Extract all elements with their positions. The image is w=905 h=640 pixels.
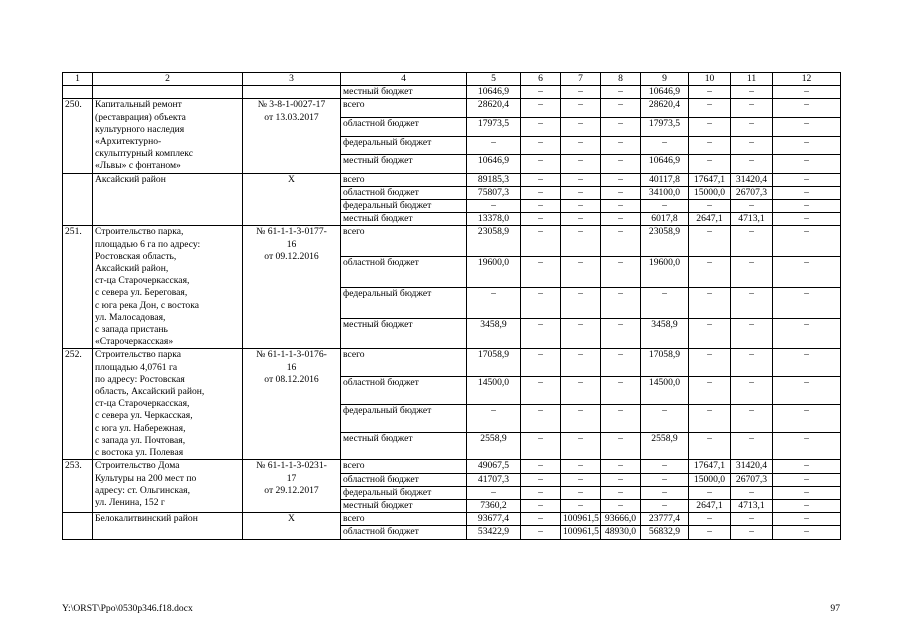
column-header: 2 [93, 73, 243, 86]
value-cell: – [773, 136, 841, 155]
value-cell: – [521, 473, 561, 486]
value-cell: – [561, 499, 601, 512]
value-cell: – [689, 257, 731, 288]
value-cell: – [773, 499, 841, 512]
value-cell: – [731, 287, 773, 318]
column-header: 5 [467, 73, 521, 86]
value-cell: – [521, 318, 561, 349]
value-cell: – [561, 99, 601, 118]
document-ref: № 3-8-1-0027-17 от 13.03.2017 [243, 99, 341, 173]
value-cell: – [521, 226, 561, 257]
value-cell: 26707,3 [731, 473, 773, 486]
value-cell: – [731, 200, 773, 213]
funding-source: всего [341, 99, 467, 118]
funding-source: всего [341, 513, 467, 526]
funding-source: федеральный бюджет [341, 287, 467, 318]
value-cell: 48930,0 [601, 526, 641, 539]
funding-source: областной бюджет [341, 117, 467, 136]
value-cell: 19600,0 [467, 257, 521, 288]
value-cell: 28620,4 [467, 99, 521, 118]
value-cell: – [601, 186, 641, 199]
value-cell: – [731, 155, 773, 174]
value-cell: – [773, 460, 841, 473]
page-number: 97 [830, 603, 840, 614]
object-name: Строительство парка площадью 4,0761 га по адресу: Ростовская область, Аксайский район, ст-ца Старочеркасская, с севера ул. Черкасская, с юга ул. Набережная, с запада ул. Почтовая, с востока ул. Полевая [93, 349, 243, 460]
value-cell: – [773, 173, 841, 186]
value-cell: – [601, 349, 641, 377]
value-cell: 31420,4 [731, 173, 773, 186]
value-cell: 7360,2 [467, 499, 521, 512]
value-cell: – [689, 513, 731, 526]
value-cell: 17058,9 [641, 349, 689, 377]
value-cell: – [641, 404, 689, 432]
value-cell: – [521, 186, 561, 199]
value-cell: – [561, 349, 601, 377]
value-cell: – [521, 257, 561, 288]
table-row [63, 86, 841, 99]
value-cell: 41707,3 [467, 473, 521, 486]
value-cell: 31420,4 [731, 460, 773, 473]
value-cell: – [521, 173, 561, 186]
value-cell: – [689, 155, 731, 174]
value-cell: 23058,9 [467, 226, 521, 257]
column-header: 6 [521, 73, 561, 86]
footer-file-path: Y:\ORST\Ppo\0530p346.f18.docx [62, 603, 193, 614]
object-name: Белокалитвинский район [93, 513, 243, 539]
value-cell: 2647,1 [689, 213, 731, 226]
value-cell: – [601, 86, 641, 99]
value-cell: – [641, 473, 689, 486]
value-cell: – [773, 257, 841, 288]
funding-source: местный бюджет [341, 86, 467, 99]
value-cell: – [641, 136, 689, 155]
table-row [63, 460, 841, 473]
value-cell: – [773, 486, 841, 499]
value-cell: – [561, 173, 601, 186]
value-cell: – [561, 404, 601, 432]
funding-source: местный бюджет [341, 155, 467, 174]
value-cell: – [773, 473, 841, 486]
value-cell: 89185,3 [467, 173, 521, 186]
funding-source: федеральный бюджет [341, 486, 467, 499]
value-cell: – [601, 460, 641, 473]
value-cell: – [731, 99, 773, 118]
budget-table [62, 72, 841, 540]
funding-source: местный бюджет [341, 213, 467, 226]
funding-source: областной бюджет [341, 186, 467, 199]
value-cell: – [467, 404, 521, 432]
value-cell: – [561, 257, 601, 288]
value-cell: 17973,5 [641, 117, 689, 136]
document-ref: № 61-1-1-3-0177- 16 от 09.12.2016 [243, 226, 341, 349]
value-cell: 10646,9 [467, 86, 521, 99]
value-cell: – [773, 213, 841, 226]
value-cell: 56832,9 [641, 526, 689, 539]
value-cell: – [521, 432, 561, 460]
value-cell: – [601, 213, 641, 226]
value-cell: – [521, 155, 561, 174]
value-cell: – [689, 99, 731, 118]
funding-source: областной бюджет [341, 377, 467, 405]
value-cell: – [731, 257, 773, 288]
value-cell: – [689, 226, 731, 257]
value-cell: – [521, 526, 561, 539]
value-cell: – [521, 460, 561, 473]
column-header: 10 [689, 73, 731, 86]
value-cell: – [561, 432, 601, 460]
value-cell: – [731, 526, 773, 539]
value-cell: – [773, 287, 841, 318]
value-cell: – [689, 526, 731, 539]
value-cell: 26707,3 [731, 186, 773, 199]
value-cell: 17058,9 [467, 349, 521, 377]
value-cell: – [601, 200, 641, 213]
value-cell: 10646,9 [467, 155, 521, 174]
item-number: 251. [63, 226, 93, 349]
value-cell: – [689, 117, 731, 136]
item-number [63, 173, 93, 226]
value-cell: 17647,1 [689, 460, 731, 473]
value-cell: – [561, 86, 601, 99]
funding-source: областной бюджет [341, 473, 467, 486]
value-cell: – [731, 432, 773, 460]
value-cell: 15000,0 [689, 473, 731, 486]
funding-source: федеральный бюджет [341, 200, 467, 213]
value-cell: 13378,0 [467, 213, 521, 226]
funding-source: местный бюджет [341, 318, 467, 349]
value-cell: 4713,1 [731, 499, 773, 512]
value-cell: – [773, 349, 841, 377]
object-name: Строительство Дома Культуры на 200 мест по адресу: ст. Ольгинская, ул. Ленина, 152 г [93, 460, 243, 513]
value-cell: – [601, 287, 641, 318]
value-cell: 15000,0 [689, 186, 731, 199]
funding-source: федеральный бюджет [341, 404, 467, 432]
value-cell: – [521, 499, 561, 512]
value-cell: 23777,4 [641, 513, 689, 526]
value-cell: 10646,9 [641, 155, 689, 174]
value-cell: – [467, 200, 521, 213]
value-cell: – [773, 155, 841, 174]
funding-source: областной бюджет [341, 257, 467, 288]
value-cell: – [731, 404, 773, 432]
value-cell: – [467, 287, 521, 318]
value-cell: – [601, 318, 641, 349]
value-cell: 2558,9 [467, 432, 521, 460]
funding-source: всего [341, 460, 467, 473]
value-cell: – [561, 117, 601, 136]
value-cell: – [731, 513, 773, 526]
value-cell: 75807,3 [467, 186, 521, 199]
value-cell: – [689, 349, 731, 377]
value-cell: 40117,8 [641, 173, 689, 186]
column-header: 12 [773, 73, 841, 86]
header-row [63, 73, 841, 86]
value-cell: – [641, 287, 689, 318]
value-cell: – [773, 377, 841, 405]
value-cell: 93666,0 [601, 513, 641, 526]
value-cell: 53422,9 [467, 526, 521, 539]
value-cell: – [641, 486, 689, 499]
value-cell: – [467, 136, 521, 155]
value-cell: – [689, 486, 731, 499]
value-cell: – [561, 486, 601, 499]
value-cell: 2558,9 [641, 432, 689, 460]
funding-source: местный бюджет [341, 499, 467, 512]
column-header: 11 [731, 73, 773, 86]
item-number: 253. [63, 460, 93, 513]
value-cell: – [561, 318, 601, 349]
value-cell: – [561, 473, 601, 486]
value-cell: – [773, 117, 841, 136]
object-name: Капитальный ремонт (реставрация) объекта культурного наследия «Архитектурно- скульптурный комплекс «Львы» с фонтаном» [93, 99, 243, 173]
value-cell: 34100,0 [641, 186, 689, 199]
value-cell: – [773, 99, 841, 118]
value-cell: – [601, 499, 641, 512]
value-cell: – [731, 86, 773, 99]
value-cell: – [561, 155, 601, 174]
value-cell: – [601, 257, 641, 288]
value-cell: – [467, 486, 521, 499]
item-number [63, 86, 93, 99]
value-cell: – [773, 200, 841, 213]
value-cell: – [561, 213, 601, 226]
value-cell: 6017,8 [641, 213, 689, 226]
funding-source: местный бюджет [341, 432, 467, 460]
value-cell: – [689, 404, 731, 432]
value-cell: – [601, 99, 641, 118]
document-ref: Х [243, 173, 341, 226]
table-row [63, 226, 841, 257]
value-cell: – [521, 404, 561, 432]
value-cell: – [689, 318, 731, 349]
column-header: 1 [63, 73, 93, 86]
table-row [63, 173, 841, 186]
value-cell: – [521, 136, 561, 155]
document-ref: Х [243, 513, 341, 539]
value-cell: – [773, 404, 841, 432]
value-cell: – [731, 136, 773, 155]
value-cell: – [601, 155, 641, 174]
value-cell: 10646,9 [641, 86, 689, 99]
funding-source: областной бюджет [341, 526, 467, 539]
value-cell: – [689, 200, 731, 213]
column-header: 3 [243, 73, 341, 86]
value-cell: – [601, 377, 641, 405]
document-ref: № 61-1-1-3-0176- 16 от 08.12.2016 [243, 349, 341, 460]
document-ref: № 61-1-1-3-0231- 17 от 29.12.2017 [243, 460, 341, 513]
document-ref [243, 86, 341, 99]
value-cell: – [601, 432, 641, 460]
value-cell: – [521, 513, 561, 526]
value-cell: – [601, 117, 641, 136]
value-cell: – [561, 226, 601, 257]
value-cell: 49067,5 [467, 460, 521, 473]
value-cell: – [521, 213, 561, 226]
value-cell: – [561, 377, 601, 405]
value-cell: – [521, 486, 561, 499]
value-cell: – [731, 377, 773, 405]
value-cell: – [521, 377, 561, 405]
value-cell: – [731, 318, 773, 349]
value-cell: – [731, 349, 773, 377]
value-cell: – [773, 318, 841, 349]
value-cell: – [641, 200, 689, 213]
value-cell: – [689, 136, 731, 155]
table-row [63, 99, 841, 118]
value-cell: 17647,1 [689, 173, 731, 186]
value-cell: 23058,9 [641, 226, 689, 257]
object-name: Аксайский район [93, 173, 243, 226]
value-cell: – [731, 486, 773, 499]
object-name [93, 86, 243, 99]
value-cell: – [521, 349, 561, 377]
value-cell: – [731, 226, 773, 257]
column-header: 4 [341, 73, 467, 86]
value-cell: 3458,9 [467, 318, 521, 349]
table-row [63, 349, 841, 377]
object-name: Строительство парка, площадью 6 га по адресу: Ростовская область, Аксайский район, ст-ца Старочеркасская, с севера ул. Береговая, с юга река Дон, с востока ул. Малосадовая, с запада пристань «Старочеркасская» [93, 226, 243, 349]
value-cell: – [601, 404, 641, 432]
value-cell: – [689, 432, 731, 460]
value-cell: – [561, 200, 601, 213]
value-cell: – [773, 226, 841, 257]
funding-source: федеральный бюджет [341, 136, 467, 155]
value-cell: 4713,1 [731, 213, 773, 226]
column-header: 9 [641, 73, 689, 86]
value-cell: 19600,0 [641, 257, 689, 288]
value-cell: 100961,5 [561, 513, 601, 526]
value-cell: – [521, 99, 561, 118]
value-cell: – [773, 513, 841, 526]
value-cell: – [641, 460, 689, 473]
value-cell: – [521, 200, 561, 213]
value-cell: – [521, 117, 561, 136]
value-cell: 14500,0 [467, 377, 521, 405]
value-cell: – [561, 136, 601, 155]
item-number: 250. [63, 99, 93, 173]
value-cell: – [561, 186, 601, 199]
value-cell: – [773, 186, 841, 199]
value-cell: 14500,0 [641, 377, 689, 405]
value-cell: – [773, 526, 841, 539]
value-cell: – [773, 432, 841, 460]
value-cell: – [689, 287, 731, 318]
value-cell: – [689, 377, 731, 405]
value-cell: 100961,5 [561, 526, 601, 539]
value-cell: – [641, 499, 689, 512]
funding-source: всего [341, 226, 467, 257]
value-cell: – [521, 86, 561, 99]
value-cell: – [601, 226, 641, 257]
value-cell: 28620,4 [641, 99, 689, 118]
value-cell: – [521, 287, 561, 318]
value-cell: 2647,1 [689, 499, 731, 512]
value-cell: – [689, 86, 731, 99]
value-cell: – [601, 136, 641, 155]
value-cell: 17973,5 [467, 117, 521, 136]
value-cell: – [601, 173, 641, 186]
value-cell: 3458,9 [641, 318, 689, 349]
item-number [63, 513, 93, 539]
value-cell: – [773, 86, 841, 99]
value-cell: – [561, 287, 601, 318]
item-number: 252. [63, 349, 93, 460]
funding-source: всего [341, 349, 467, 377]
funding-source: всего [341, 173, 467, 186]
column-header: 8 [601, 73, 641, 86]
value-cell: – [731, 117, 773, 136]
value-cell: – [561, 460, 601, 473]
column-header: 7 [561, 73, 601, 86]
value-cell: – [601, 486, 641, 499]
value-cell: 93677,4 [467, 513, 521, 526]
table-row [63, 513, 841, 526]
value-cell: – [601, 473, 641, 486]
